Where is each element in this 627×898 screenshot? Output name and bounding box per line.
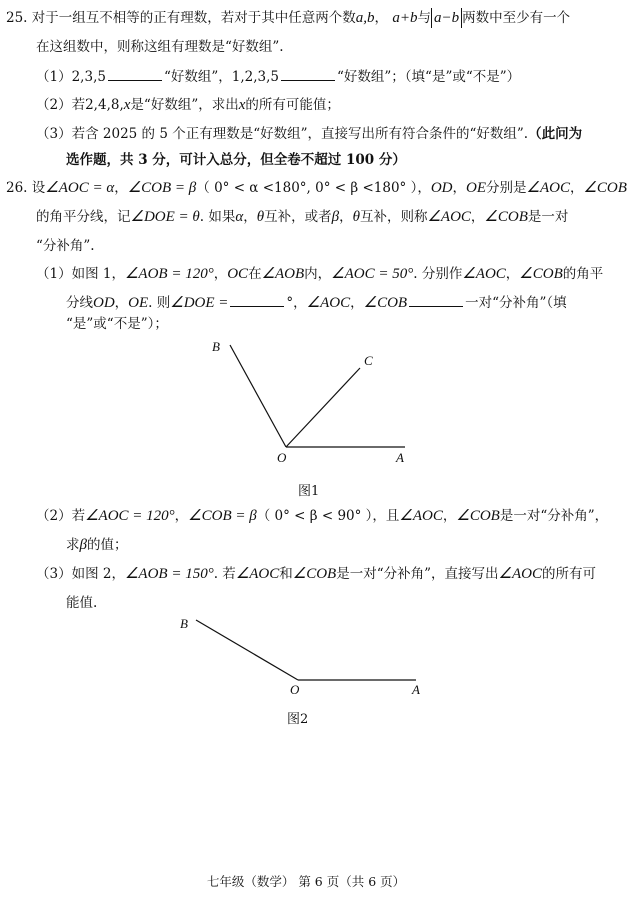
comma: ，: [374, 10, 389, 26]
comma: ，: [569, 180, 584, 196]
q26-l2-b: . 如果: [199, 209, 236, 225]
cob: ∠COB: [484, 209, 528, 225]
aoc: ∠AOC: [235, 566, 280, 582]
q26-p1-line2: [66, 292, 567, 313]
q25-p2-text-a: 若: [71, 97, 86, 113]
q25-p2-text-c: 的所有可能值；: [245, 97, 340, 113]
q25-number: 25.: [6, 10, 28, 26]
q26-line2: [36, 207, 568, 227]
fig2-label-a: A: [412, 682, 420, 697]
inside: 内，: [304, 266, 332, 282]
beta: β: [79, 537, 87, 553]
q25-part2: [36, 95, 340, 115]
q26-l2-h: 是一对: [527, 209, 569, 225]
q26-l1-a: 设: [31, 180, 46, 196]
q26-l1-e: 分别是: [486, 180, 527, 196]
cob: ∠COB: [456, 508, 500, 524]
q26-p2-l2-b: 的值；: [86, 537, 128, 553]
fig1-label-a: A: [396, 450, 404, 465]
q25-p1-set2: 1,2,3,5: [231, 69, 279, 85]
and: 和: [279, 566, 293, 582]
q26-p2-line1: [36, 506, 608, 526]
q26-aoc: ∠AOC: [526, 180, 570, 196]
q25-p1-label: （1）: [36, 69, 72, 85]
q26-doe: ∠DOE = θ: [130, 209, 200, 225]
q26-p1-g: 的角平: [562, 266, 604, 282]
q26-p3-e: 的所有可: [541, 566, 596, 582]
od: OD: [93, 295, 115, 311]
aob: ∠AOB: [261, 266, 305, 282]
aoc-50: ∠AOC = 50°: [331, 266, 414, 282]
q25-p3-text: 若含 2025 的 5 个正有理数是“好数组”，直接写出所有符合条件的“好数组”.: [71, 126, 529, 142]
aoc: ∠AOC: [399, 508, 443, 524]
q26-l2-f: 互补，则称: [359, 209, 428, 225]
figure-1: [200, 335, 420, 470]
comma: ，: [442, 508, 457, 524]
comma: ，: [213, 266, 228, 282]
q26-p3-d: 是一对“分补角”，直接写出: [336, 566, 499, 582]
comma: ，: [350, 295, 364, 311]
q25-line1: [6, 8, 570, 28]
q25-and: 与: [417, 10, 431, 26]
q26-p2-range: （ 0° < β < 90° ），且: [256, 508, 400, 524]
alpha: α: [235, 209, 244, 225]
degree: °，: [286, 295, 307, 311]
theta: θ: [256, 209, 265, 225]
aoc: ∠AOC: [498, 566, 542, 582]
figure-2: [176, 612, 436, 702]
q26-angle-aoc: ∠AOC = α: [45, 180, 115, 196]
q25-p2-label: （2）: [36, 97, 72, 113]
q25-abs-diff: a−b: [431, 8, 462, 28]
q26-p1-l2-a: 分线: [66, 295, 93, 311]
q25-p1-text1: “好数组”，: [163, 69, 232, 85]
comma: ，: [505, 266, 520, 282]
q25-vars-ab: a,b: [355, 10, 375, 26]
q26-l2-d: 互补，或者: [264, 209, 332, 225]
q25-p2-var-x2: x: [238, 97, 246, 113]
theta: θ: [352, 209, 360, 225]
q25-p3-bold-b: 选作题，共 3 分，可计入总分，但全卷不超过 100 分）: [66, 152, 406, 168]
oc: OC: [227, 266, 249, 282]
q26-cob: ∠COB: [583, 180, 627, 196]
q26-p1-l2-f: 一对“分补角”（填: [465, 295, 567, 311]
q26-p3-label: （3）如图 2，: [36, 566, 125, 582]
fig1-label-o: O: [277, 450, 287, 465]
fig1-label-b: B: [212, 339, 220, 354]
beta: β: [331, 209, 340, 225]
cob: ∠COB: [363, 295, 408, 311]
comma: ，: [114, 295, 129, 311]
fig2-ray-ob: [196, 620, 298, 680]
q26-p1-e: . 分别作: [413, 266, 463, 282]
aoc-120: ∠AOC = 120°: [85, 508, 175, 524]
comma: ，: [339, 209, 353, 225]
if: . 若: [213, 566, 236, 582]
aoc: ∠AOC: [462, 266, 506, 282]
comma: ，: [243, 209, 257, 225]
fig2-caption: 图2: [287, 712, 309, 727]
q26-line1: [6, 178, 627, 198]
find: 求: [66, 537, 80, 553]
cob: ∠COB: [519, 266, 563, 282]
comma: ，: [452, 180, 466, 196]
q26-p2-label: （2）若: [36, 508, 86, 524]
q25-intro-text: 对于一组互不相等的正有理数，若对于其中任意两个数: [31, 10, 356, 26]
aoc: ∠AOC: [306, 295, 351, 311]
aob-120: ∠AOB = 120°: [124, 266, 214, 282]
cob: ∠COB: [292, 566, 337, 582]
q25-expr-sum: a+b: [392, 10, 418, 26]
fig1-ray-ob: [230, 345, 286, 447]
doe: ∠DOE =: [170, 295, 229, 311]
q26-range: （ 0° < α <180°, 0° < β <180° ），: [196, 180, 431, 196]
comma: ，: [470, 209, 485, 225]
aob-150: ∠AOB = 150°: [124, 566, 214, 582]
fig1-ray-oc: [286, 368, 360, 447]
q26-angle-cob: ∠COB = β: [127, 180, 197, 196]
q26-p2-e: 是一对“分补角”，: [499, 508, 609, 524]
q25-p3-bold-a: （此问为: [528, 126, 583, 142]
q25-p3-label: （3）: [36, 126, 72, 142]
q25-part1: [36, 66, 520, 87]
q25-p2-var-x: x: [123, 97, 131, 113]
q26-od: OD: [430, 180, 453, 196]
page-footer: 七年级（数学） 第 6 页（共 6 页）: [206, 874, 406, 889]
oe: OE: [128, 295, 149, 311]
q25-p1-blank1[interactable]: [108, 66, 162, 81]
q25-line2: 在这组数中，则称这组有理数是“好数组”.: [36, 39, 284, 55]
q26-p1-label: （1）如图 1，: [36, 266, 125, 282]
q26-p1-line1: [36, 264, 603, 284]
q25-p1-text2: “好数组”；（填“是”或“不是”）: [337, 69, 521, 85]
q26-line3: “分补角”.: [36, 238, 95, 254]
q25-part3: [36, 124, 582, 144]
fig1-label-c: C: [364, 353, 373, 368]
q26-l2-a: 的角平分线，记: [36, 209, 131, 225]
q25-p1-set1: 2,3,5: [71, 69, 106, 85]
q26-p3-line1: [36, 564, 596, 584]
q26-p3-line2: 能值.: [66, 595, 98, 611]
q25-p1-blank2[interactable]: [281, 66, 335, 81]
aoc: ∠AOC: [427, 209, 471, 225]
q26-p1-line3: “是”或“不是”）；: [66, 316, 168, 332]
cob-beta: ∠COB = β: [188, 508, 257, 524]
q26-p1-blank-doe[interactable]: [230, 292, 284, 307]
then: . 则: [148, 295, 171, 311]
q26-oe: OE: [466, 180, 486, 196]
comma: ，: [174, 508, 189, 524]
q25-intro-end: 两数中至少有一个: [462, 10, 571, 26]
q25-p2-set: 2,4,8,: [85, 97, 124, 113]
comma: ，: [114, 180, 128, 196]
fig1-caption: 图1: [298, 484, 320, 499]
q26-p1-blank-yesno[interactable]: [409, 292, 463, 307]
in: 在: [248, 266, 262, 282]
q26-p2-line2: [66, 535, 127, 555]
fig2-label-b: B: [180, 616, 188, 631]
q25-p2-text-b: 是“好数组”，求出: [130, 97, 239, 113]
fig2-label-o: O: [290, 682, 300, 697]
q26-number: 26.: [6, 180, 28, 196]
